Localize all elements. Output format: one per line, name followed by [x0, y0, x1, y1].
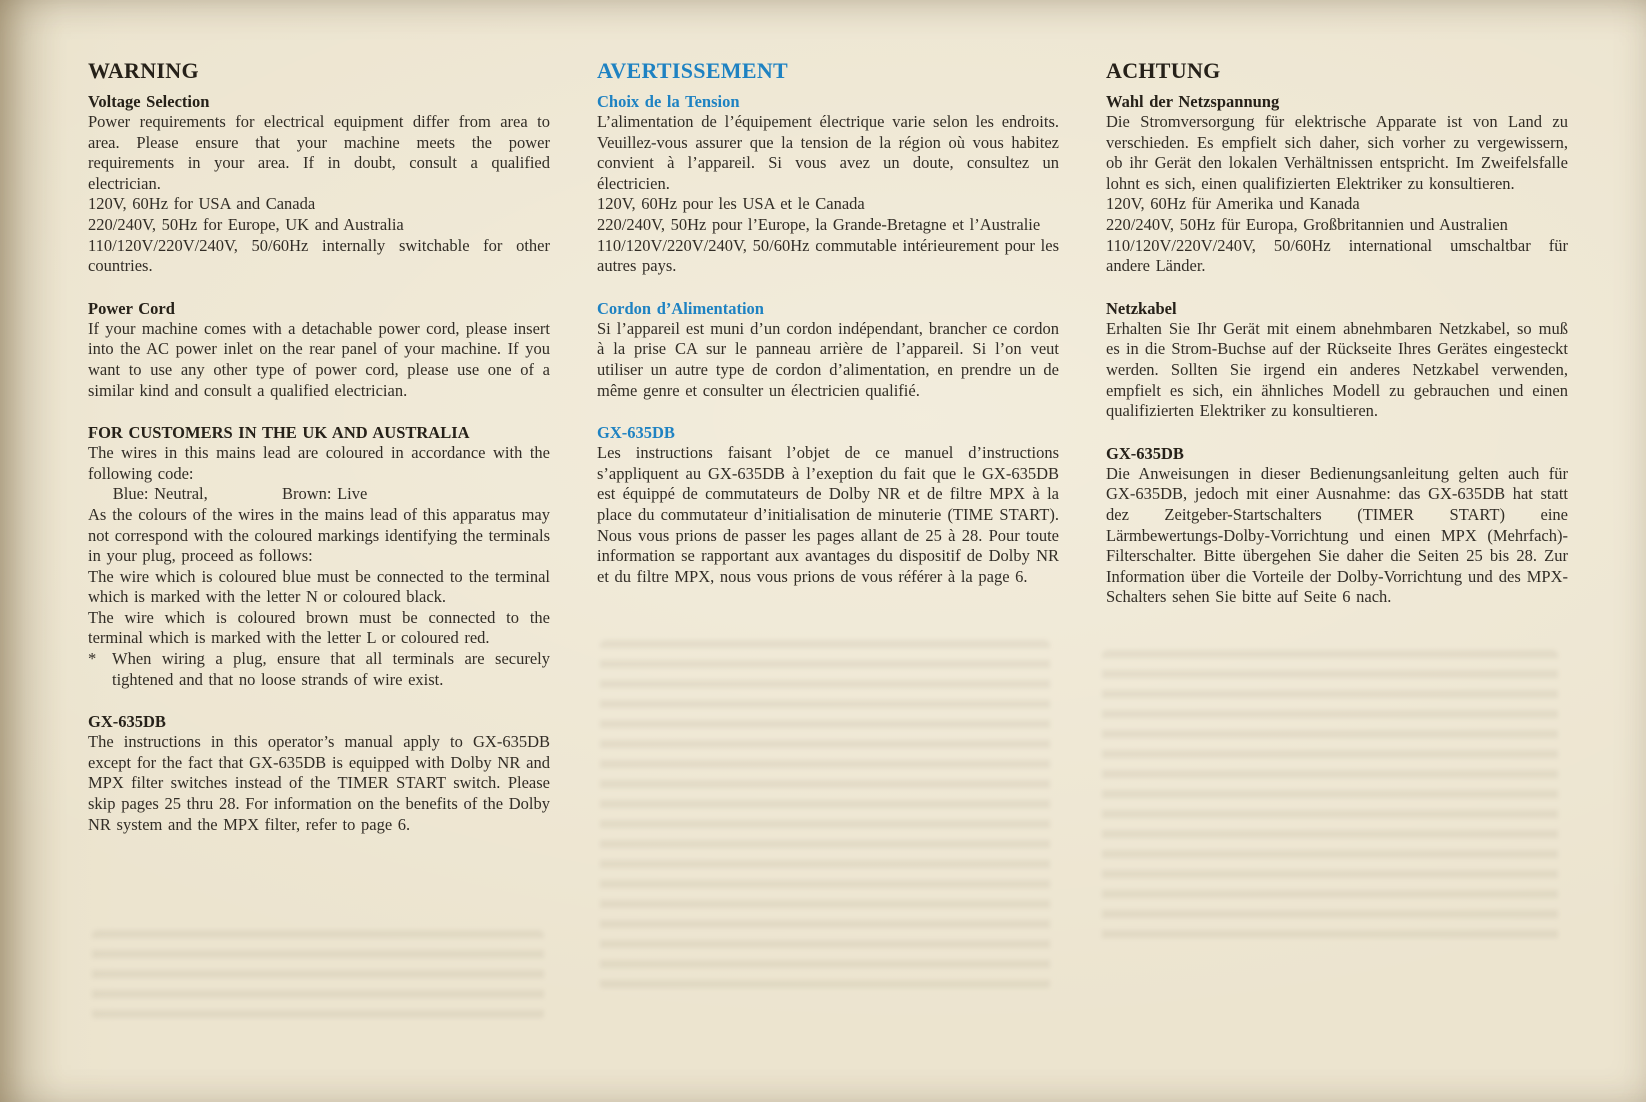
column-french [597, 58, 1059, 835]
paragraph: The wires in this mains lead are coloured in accordance with the following code: [88, 443, 550, 483]
section-title: GX-635DB [597, 423, 675, 443]
column-heading-french: AVERTISSEMENT [597, 58, 789, 83]
paragraph: L’alimentation de l’équipement électrique varie selon les endroits. Veuillez-vous assurer que la tension de la région où vous habitez convient à l’appareil. Si vous avez un doute, consultez un électricien. [597, 112, 1059, 193]
showthrough-smudge [92, 930, 544, 1020]
paragraph: 220/240V, 50Hz pour l’Europe, la Grande-Bretagne et l’Australie [597, 214, 1041, 234]
section-gx635db-english [88, 711, 550, 835]
paragraph: The wire which is coloured blue must be connected to the terminal which is marked with the letter N or coloured black. [88, 566, 550, 607]
paragraph: The instructions in this operator’s manual apply to GX-635DB except for the fact that GX-635DB is equipped with Dolby NR and MPX filter switches instead of the TIMER START switch. Please skip pages 25 thru 28. For information on the benefits of the Dolby NR system and the MPX filter, refer to page 6. [88, 732, 550, 834]
paragraph: Erhalten Sie Ihr Gerät mit einem abnehmbaren Netzkabel, so muß es in die Strom-Buchse auf der Rückseite Ihres Gerätes eingesteckt werden. Sollten Sie irgend ein anderes Netzkabel verwenden, empfielt es sich, ein ähnliches Modell zu gebrauchen und einen qualifizierten Elektriker zu konsultieren. [1106, 318, 1568, 421]
paragraph: 220/240V, 50Hz für Europa, Großbritannien und Australien [1106, 214, 1508, 234]
section-title: GX-635DB [88, 712, 166, 732]
section-power-cord [88, 298, 550, 401]
column-english [88, 58, 550, 835]
section-netzkabel [1106, 298, 1568, 422]
section-title: Voltage Selection [88, 92, 210, 111]
section-title: Choix de la Tension [597, 92, 740, 111]
section-gx635db-french [597, 422, 1059, 587]
paragraph: 120V, 60Hz for USA and Canada [88, 194, 316, 214]
paragraph: If your machine comes with a detachable power cord, please insert into the AC power inlet on the rear panel of your machine. If you want to use any other type of power cord, please use one of a similar kind and consult a qualified electrician. [88, 318, 550, 400]
paragraph: The wire which is coloured brown must be connected to the terminal which is marked with the letter L or coloured red. [88, 607, 550, 648]
column-heading-german: ACHTUNG [1106, 58, 1221, 83]
paragraph: Power requirements for electrical equipment differ from area to area. Please ensure that your machine meets the power requirements in your area. If in doubt, consult a qualified electrician. [88, 112, 550, 193]
paragraph: 120V, 60Hz für Amerika und Kanada [1106, 194, 1360, 214]
paragraph: Si l’appareil est muni d’un cordon indépendant, brancher ce cordon à la prise CA sur le panneau arrière de l’appareil. Si l’on veut utiliser un autre type de cordon d’alimentation, en prendre un de même genre et consulter un électricien qualifié. [597, 318, 1059, 400]
section-choix-tension [597, 91, 1059, 277]
section-netzspannung [1106, 91, 1568, 277]
bullet-item [88, 649, 550, 690]
column-german [1106, 58, 1568, 835]
section-uk-australia [88, 422, 550, 690]
bullet-marker: * [88, 649, 97, 669]
wire-colour-code-line: Blue: Neutral, Brown: Live [88, 484, 368, 504]
section-cordon-alimentation [597, 298, 1059, 401]
paragraph: Die Stromversorgung für elektrische Apparate ist von Land zu verschieden. Es empfielt sich daher, sich vorher zu vergewissern, ob ihr Gerät den lokalen Verhältnissen entspricht. Im Zweifelsfalle lohnt es sich, einen qualifizierten Elektriker zu konsultieren. [1106, 112, 1568, 193]
section-title: Wahl der Netzspannung [1106, 92, 1280, 111]
section-title: Netzkabel [1106, 298, 1177, 318]
bullet-text: When wiring a plug, ensure that all terminals are securely tightened and that no loose strands of wire exist. [112, 649, 550, 689]
section-title: Cordon d’Alimentation [597, 298, 764, 318]
section-title: Power Cord [88, 298, 175, 318]
paragraph: 110/120V/220V/240V, 50/60Hz internally switchable for other countries. [88, 235, 550, 276]
paragraph: 220/240V, 50Hz for Europe, UK and Australia [88, 214, 404, 234]
paragraph: 110/120V/220V/240V, 50/60Hz international umschaltbar für andere Länder. [1106, 235, 1568, 276]
section-title: FOR CUSTOMERS IN THE UK AND AUSTRALIA [88, 423, 470, 443]
paragraph: 120V, 60Hz pour les USA et le Canada [597, 194, 865, 214]
paragraph: Les instructions faisant l’objet de ce manuel d’instructions s’appliquent au GX-635DB à l’exeption du fait que le GX-635DB est équippé de commutateurs de Dolby NR et de filtre MPX à la place du commutateur d’initialisation de minuterie (TIME START). Nous vous prions de passer les pages allant de 25 à 28. Pour toute information se rapportant aux avantages du dispositif de Dolby NR et du filtre MPX, nous vous prions de vous référer à la page 6. [597, 443, 1059, 586]
section-gx635db-german [1106, 443, 1568, 608]
section-title: GX-635DB [1106, 443, 1184, 463]
paragraph: Die Anweisungen in dieser Bedienungsanleitung gelten auch für GX-635DB, jedoch mit einer Ausnahme: das GX-635DB hat statt dez Zeitgeber-Startschalters (TIMER START) eine Lärmbewertungs-Dolby-Vorrichtung und einen MPX (Mehrfach)-Filterschalter. Bitte übergehen Sie daher die Seiten 25 bis 28. Zur Information über die Vorteile der Dolby-Vorrichtung und des MPX-Schalters sehen Sie bitte auf Seite 6 nach. [1106, 463, 1568, 607]
section-voltage-selection [88, 91, 550, 277]
paragraph: As the colours of the wires in the mains lead of this apparatus may not correspond with the coloured markings identifying the terminals in your plug, proceed as follows: [88, 504, 550, 566]
paragraph: 110/120V/220V/240V, 50/60Hz commutable intérieurement pour les autres pays. [597, 235, 1059, 276]
column-heading-english: WARNING [88, 58, 199, 83]
